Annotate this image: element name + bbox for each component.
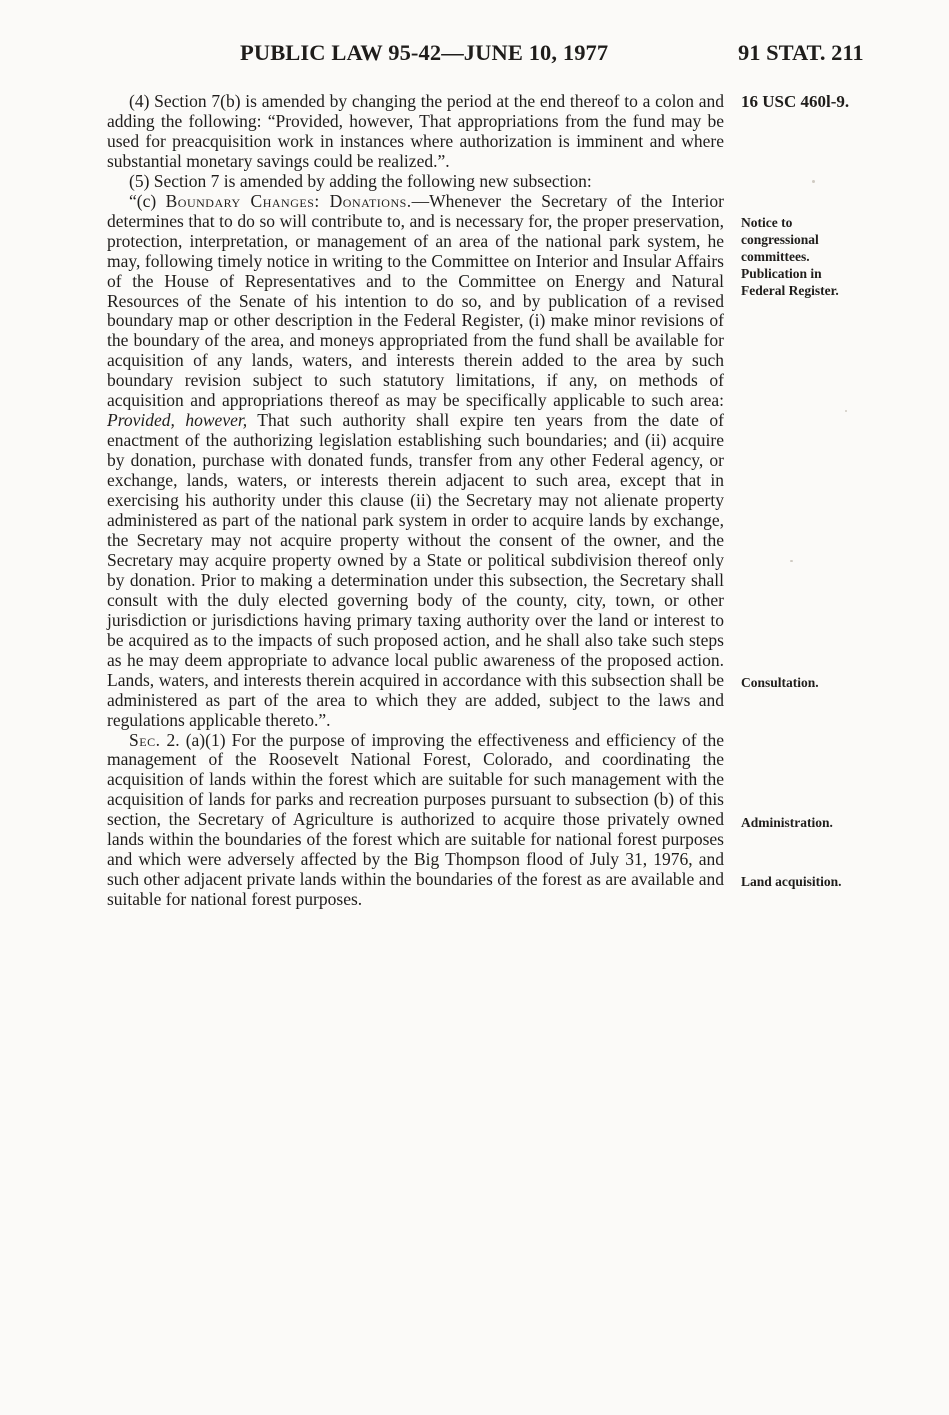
margin-note-usc-reference: 16 USC 460l-9.: [741, 92, 850, 111]
proviso-italic: Provided, however,: [107, 410, 248, 431]
paragraph-text: —Whenever the Secretary of the Interior determines that to do so will contribute to, and is necessary for, the proper preservation, protection, interpretation, or management of an area of the national park system, he may, following timely notice in writing to the Committee on Interior and Insular Affairs of the House of Representatives and to the Committee on Energy and Natural Resources of the Senate of his intention to do so, and by publication of a revised boundary map or other description in the Federal Register, (i) make minor revisions of the boundary of the area, and moneys appropriated from the fund shall be available for acquisition of any lands, waters, and interests therein added to the area by such boundary revision subject to such statutory limitations, if any, on methods of acquisition and appropriations thereof as may be specifically applicable to such area:: [107, 190, 724, 411]
margin-note-notice: [741, 214, 941, 299]
paragraph-sec-2: [107, 731, 724, 911]
bleed-through-speck: [845, 410, 847, 412]
subsection-heading: Boundary Changes: Donations.: [165, 190, 412, 211]
page-header: [0, 40, 949, 70]
margin-note-line: congressional: [741, 232, 819, 247]
margin-note-line: Federal Register.: [741, 283, 839, 298]
statute-page-number: 91 STAT. 211: [738, 40, 864, 65]
paragraph-text: 2. (a)(1) For the purpose of improving the effectiveness and efficiency of the management of the Roosevelt National Forest, Colorado, and coordinating the acquisition of lands within the forest which are suitable for such management with the acquisition of lands for parks and recreation purposes pursuant to subsection (b) of this section, the Secretary of Agriculture is authorized to acquire those privately owned lands within the boundaries of the forest which are suitable for national forest purposes and which were adversely affected by the Big Thompson flood of July 31, 1976, and such other adjacent private lands within the boundaries of the forest as are available and suitable for national forest purposes.: [107, 729, 724, 910]
quote-open: “(c): [129, 190, 166, 211]
paragraph-section-7-new-subsection: [107, 172, 724, 192]
margin-note-line: Notice to: [741, 215, 793, 230]
margin-note-line: Publication in: [741, 266, 822, 281]
bleed-through-speck: [812, 180, 815, 183]
page-title: PUBLIC LAW 95-42—JUNE 10, 1977: [240, 40, 609, 65]
margin-note-consultation: Consultation.: [741, 675, 819, 690]
paragraph-section-7b-amendment: [107, 92, 724, 172]
section-label: Sec.: [129, 729, 161, 750]
margin-note-administration: Administration.: [741, 815, 833, 830]
paragraph-subsection-c: [107, 192, 724, 731]
margin-note-land-acquisition: Land acquisition.: [741, 874, 842, 889]
bleed-through-speck: [790, 560, 793, 562]
margin-note-line: committees.: [741, 249, 810, 264]
paragraph-text: That such authority shall expire ten years from the date of enactment of the authorizing legislation establishing such boundaries; and (ii) acquire by donation, purchase with donated funds, transfer from any other Federal agency, or exchange, lands, waters, or interests therein adjacent to such area, except that in exercising his authority under this clause (ii) the Secretary may not alienate property administered as part of the national park system in order to acquire lands by exchange, the Secretary may not acquire property without the consent of the owner, and the Secretary may acquire property owned by a State or political subdivision thereof only by donation. Prior to making a determination under this subsection, the Secretary shall consult with the duly elected governing body of the county, city, town, or other jurisdiction or jurisdictions having primary taxing authority over the land or interest to be acquired as to the impacts of such proposed action, and he shall also take such steps as he may deem appropriate to advance local public awareness of the proposed action. Lands, waters, and interests therein acquired in accordance with this subsection shall be administered as part of the area to which they are added, subject to the laws and regulations applicable thereto.”.: [107, 410, 724, 730]
paragraph-text: (4) Section 7(b) is amended by changing the period at the end thereof to a colon and adding the following: “Provided, however, That appropriations from the fund may be used for preacquisition work in instances where authorization is imminent and where substantial monetary savings could be realized.”.: [107, 91, 724, 171]
paragraph-text: (5) Section 7 is amended by adding the following new subsection:: [129, 170, 592, 191]
statute-body: [107, 92, 724, 910]
